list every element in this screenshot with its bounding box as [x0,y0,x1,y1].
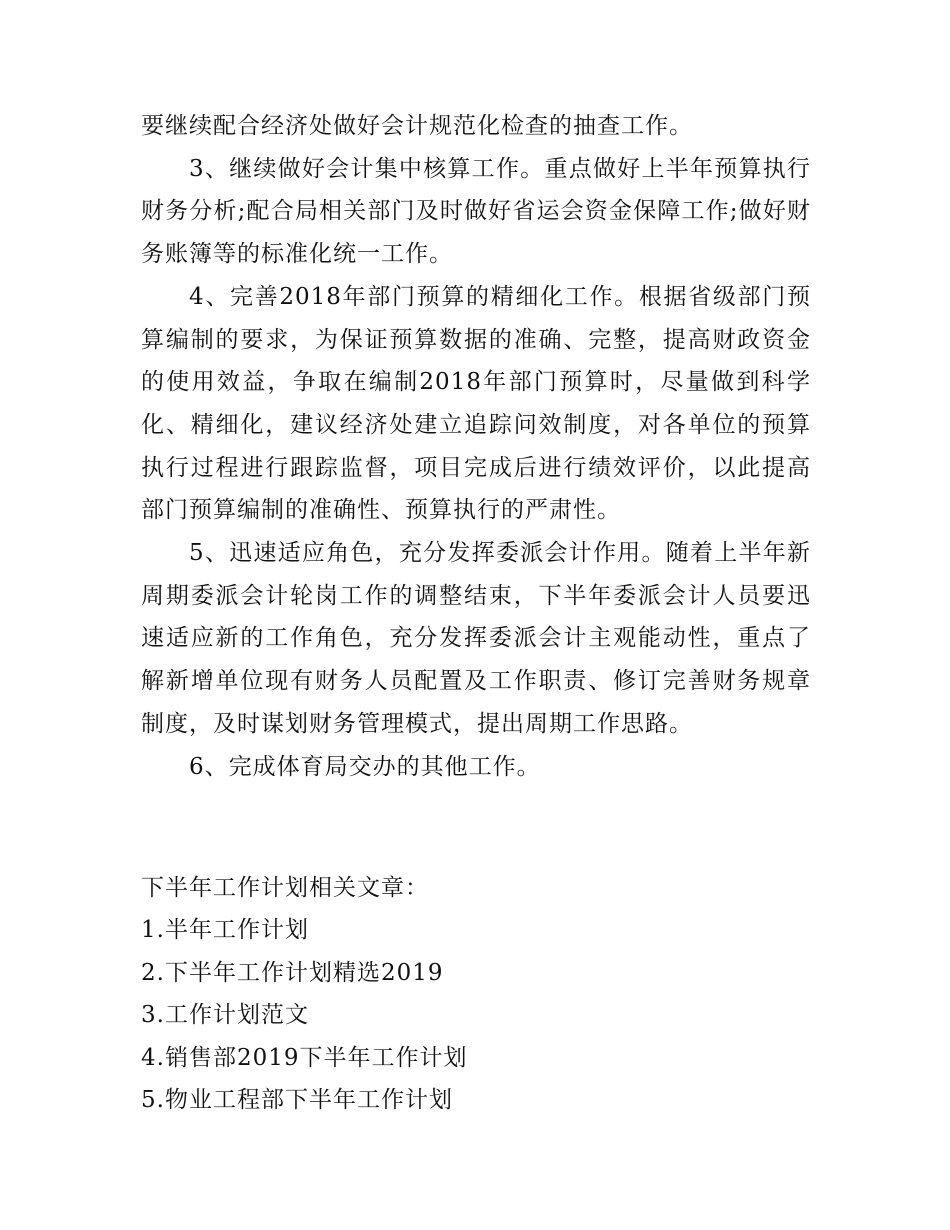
paragraph-item-6: 6、完成体育局交办的其他工作。 [189,753,541,780]
related-articles [141,867,811,1121]
paragraph-item-3: 3、继续做好会计集中核算工作。重点做好上半年预算执行财务分析;配合局相关部门及时做好省运会资金保障工作;做好财务账簿等的标准化统一工作。 [141,155,811,268]
paragraph-item-5: 5、迅速适应角色，充分发挥委派会计作用。随着上半年新周期委派会计轮岗工作的调整结束，下半年委派会计人员要迅速适应新的工作角色，充分发挥委派会计主观能动性，重点了解新增单位现有财务人员配置及工作职责、修订完善财务规章制度，及时谋划财务管理模式，提出周期工作思路。 [141,540,811,737]
related-article-link[interactable]: 5.物业工程部下半年工作计划 [141,1087,453,1114]
related-articles-list [141,909,811,1121]
related-articles-heading: 下半年工作计划相关文章： [141,875,429,901]
related-article-link[interactable]: 2.下半年工作计划精选2019 [141,959,444,986]
paragraph-continuation: 要继续配合经济处做好会计规范化检查的抽查工作。 [141,113,693,139]
related-article-link[interactable]: 1.半年工作计划 [141,917,309,944]
related-article-link[interactable]: 3.工作计划范文 [141,1002,309,1029]
document-body [141,105,811,788]
paragraph-item-4: 4、完善2018年部门预算的精细化工作。根据省级部门预算编制的要求，为保证预算数据的准确、完整，提高财政资金的使用效益，争取在编制2018年部门预算时，尽量做到科学化、精细化，建议经济处建立追踪问效制度，对各单位的预算执行过程进行跟踪监督，项目完成后进行绩效评价，以此提高部门预算编制的准确性、预算执行的严肃性。 [141,283,811,524]
related-article-link[interactable]: 4.销售部2019下半年工作计划 [141,1044,468,1071]
